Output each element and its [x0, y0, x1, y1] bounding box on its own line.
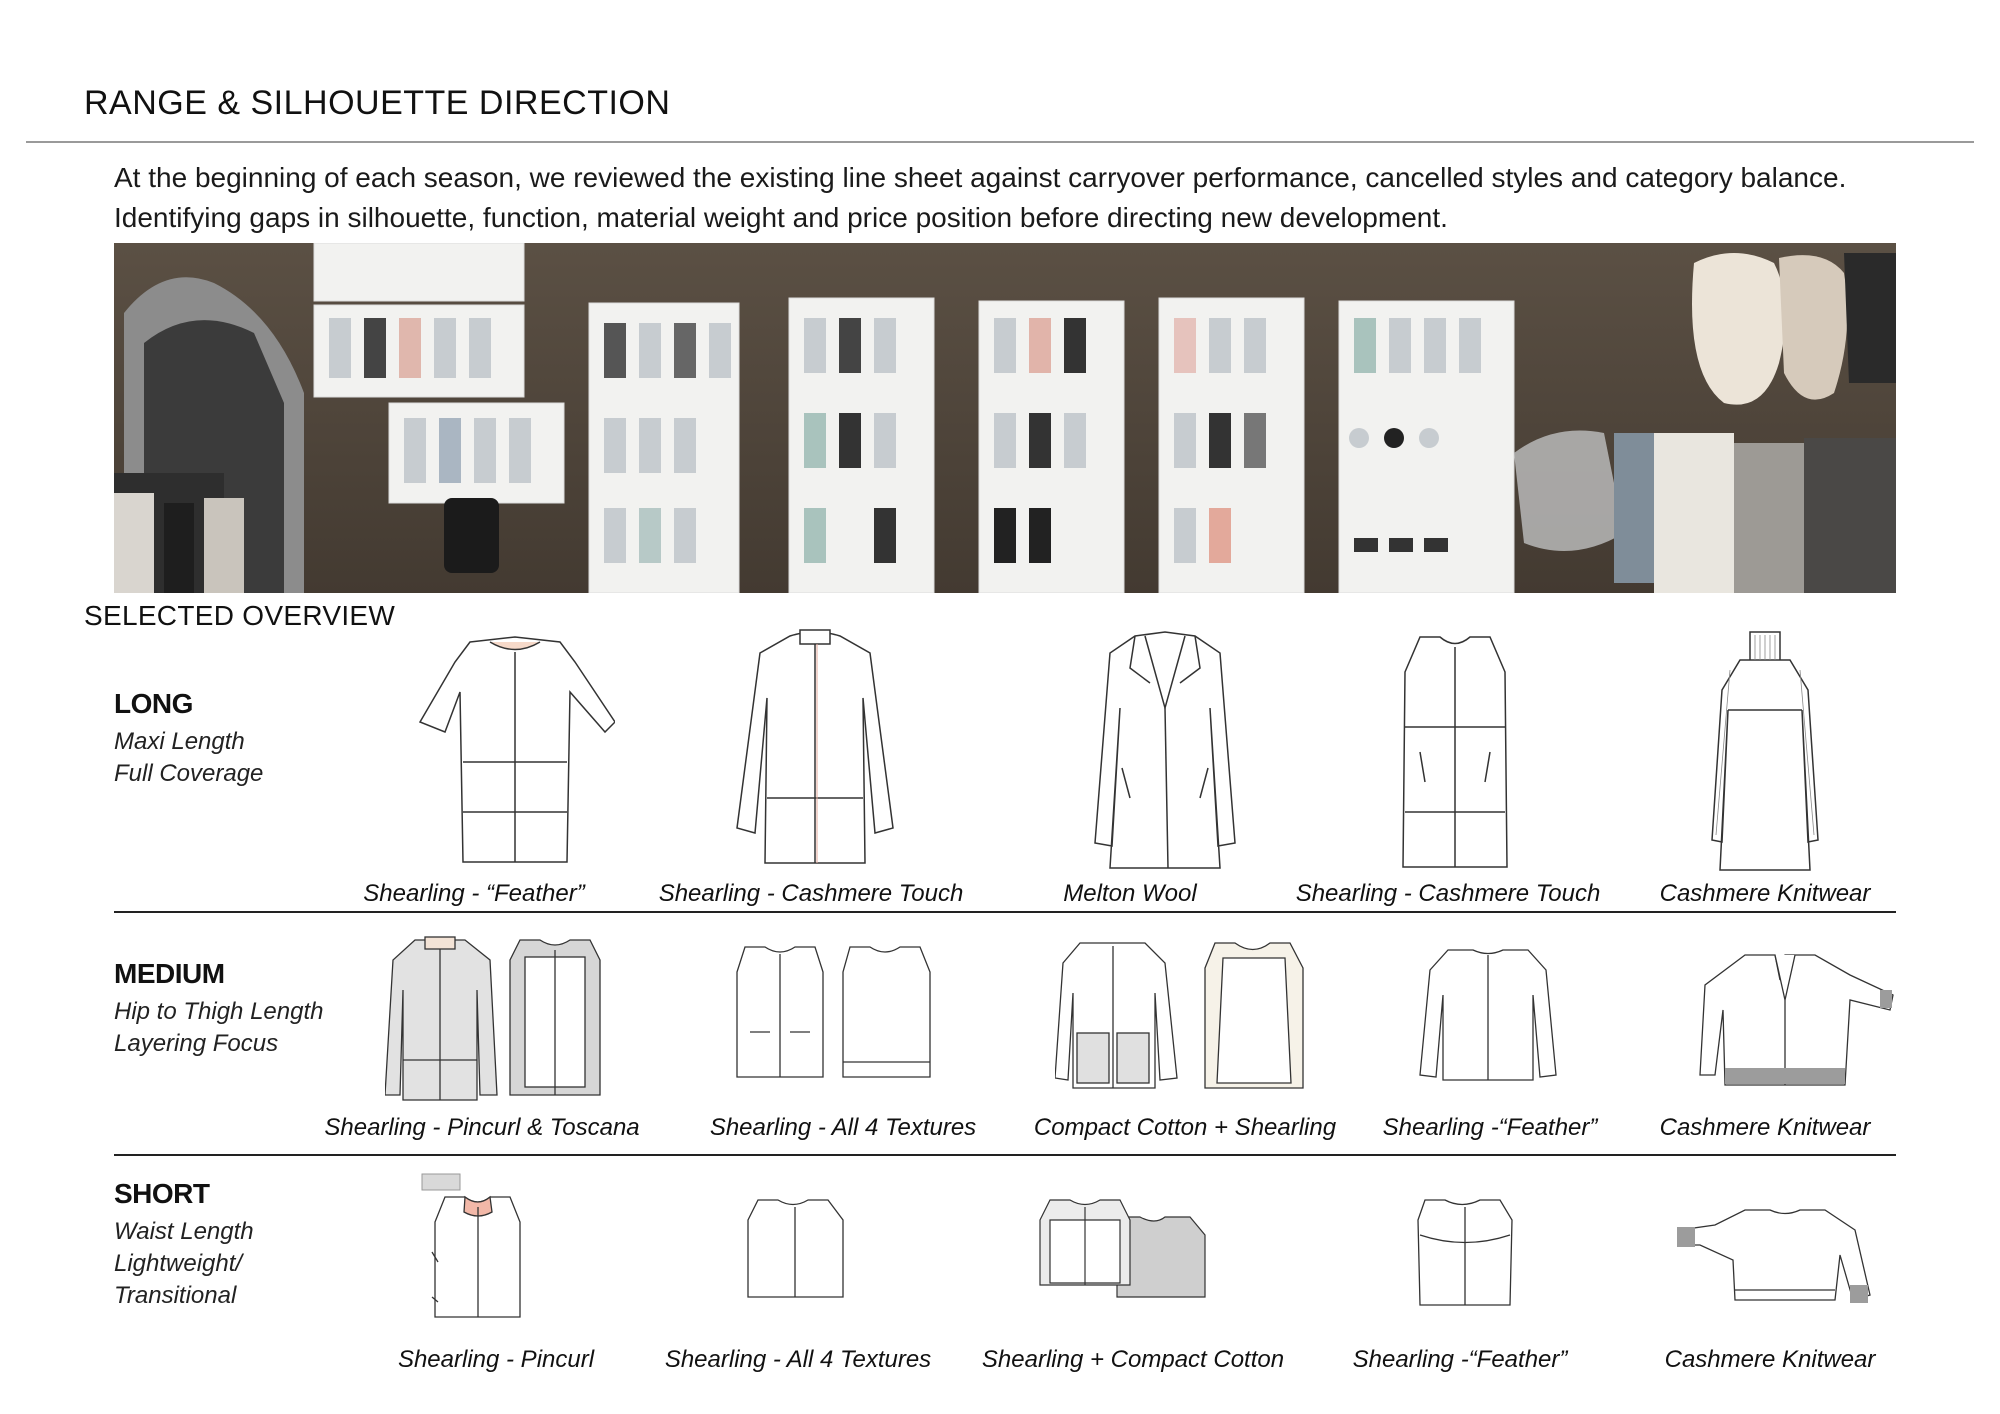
coat-and-vest-sketch — [385, 935, 610, 1105]
garment-caption: Melton Wool — [1063, 880, 1197, 907]
row-subtitle: Full Coverage — [114, 760, 264, 787]
garment-caption: Shearling - Pincurl — [397, 1346, 595, 1373]
garment-caption: Shearling - Cashmere Touch — [658, 880, 964, 907]
garment-caption: Cashmere Knitwear — [1664, 1346, 1876, 1373]
overview-title: SELECTED OVERVIEW — [84, 600, 396, 631]
row-label-medium — [114, 958, 323, 1060]
sweater-sketch — [1675, 1205, 1875, 1310]
garment-caption: Compact Cotton + Shearling — [1033, 1114, 1337, 1141]
row-title: LONG — [114, 688, 193, 719]
row-divider — [114, 1154, 1896, 1156]
row-subtitle: Maxi Length — [114, 728, 245, 755]
garment-caption: Shearling -“Feather” — [1382, 1114, 1598, 1141]
garment-caption: Cashmere Knitwear — [1659, 880, 1871, 907]
garment-caption: Shearling - Pincurl & Toscana — [324, 1114, 640, 1141]
garment-caption: Shearling - “Feather” — [363, 880, 585, 907]
row-subtitle: Lightweight/ — [114, 1250, 243, 1277]
short-vest-sketch — [1410, 1195, 1520, 1310]
intro-line-2: Identifying gaps in silhouette, function, material weight and price position before directing new development. — [114, 202, 1448, 233]
intro-line-1: At the beginning of each season, we reviewed the existing line sheet against carryover performance, cancelled styles and category balance. — [114, 162, 1847, 193]
jacket-and-vest-sketch — [1055, 938, 1305, 1093]
garment-caption: Shearling + Compact Cotton — [981, 1346, 1285, 1373]
long-coat-sketch — [415, 632, 615, 872]
row-divider — [114, 911, 1896, 913]
jacket-sketch — [1418, 945, 1558, 1085]
garment-caption: Shearling - All 4 Textures — [709, 1114, 977, 1141]
row-title: MEDIUM — [114, 958, 225, 989]
garment-caption: Shearling - Cashmere Touch — [1295, 880, 1601, 907]
garment-caption: Shearling - All 4 Textures — [664, 1346, 932, 1373]
row-subtitle: Layering Focus — [114, 1030, 279, 1057]
row-title: SHORT — [114, 1178, 210, 1209]
garment-caption: Shearling -“Feather” — [1352, 1346, 1568, 1373]
cardigan-sketch — [1685, 950, 1895, 1090]
long-vest-sketch — [1395, 632, 1515, 872]
range-wall-photo — [114, 243, 1896, 593]
knit-dress-sketch — [1710, 630, 1820, 875]
garment-caption: Cashmere Knitwear — [1659, 1114, 1871, 1141]
row-subtitle: Waist Length — [114, 1218, 254, 1245]
short-vest-sketch — [420, 1172, 530, 1322]
long-coat-sketch — [1090, 628, 1240, 873]
row-label-long — [114, 688, 263, 790]
row-subtitle: Transitional — [114, 1282, 237, 1309]
intro-text — [114, 158, 1914, 238]
short-vest-sketch — [743, 1195, 853, 1305]
row-subtitle: Hip to Thigh Length — [114, 998, 324, 1025]
vest-pair-sketch — [1035, 1195, 1215, 1305]
title-divider — [26, 141, 1974, 143]
row-label-short — [114, 1178, 254, 1312]
page-title: RANGE & SILHOUETTE DIRECTION — [84, 84, 671, 122]
vest-pair-sketch — [735, 942, 935, 1082]
long-coat-sketch — [735, 628, 895, 868]
